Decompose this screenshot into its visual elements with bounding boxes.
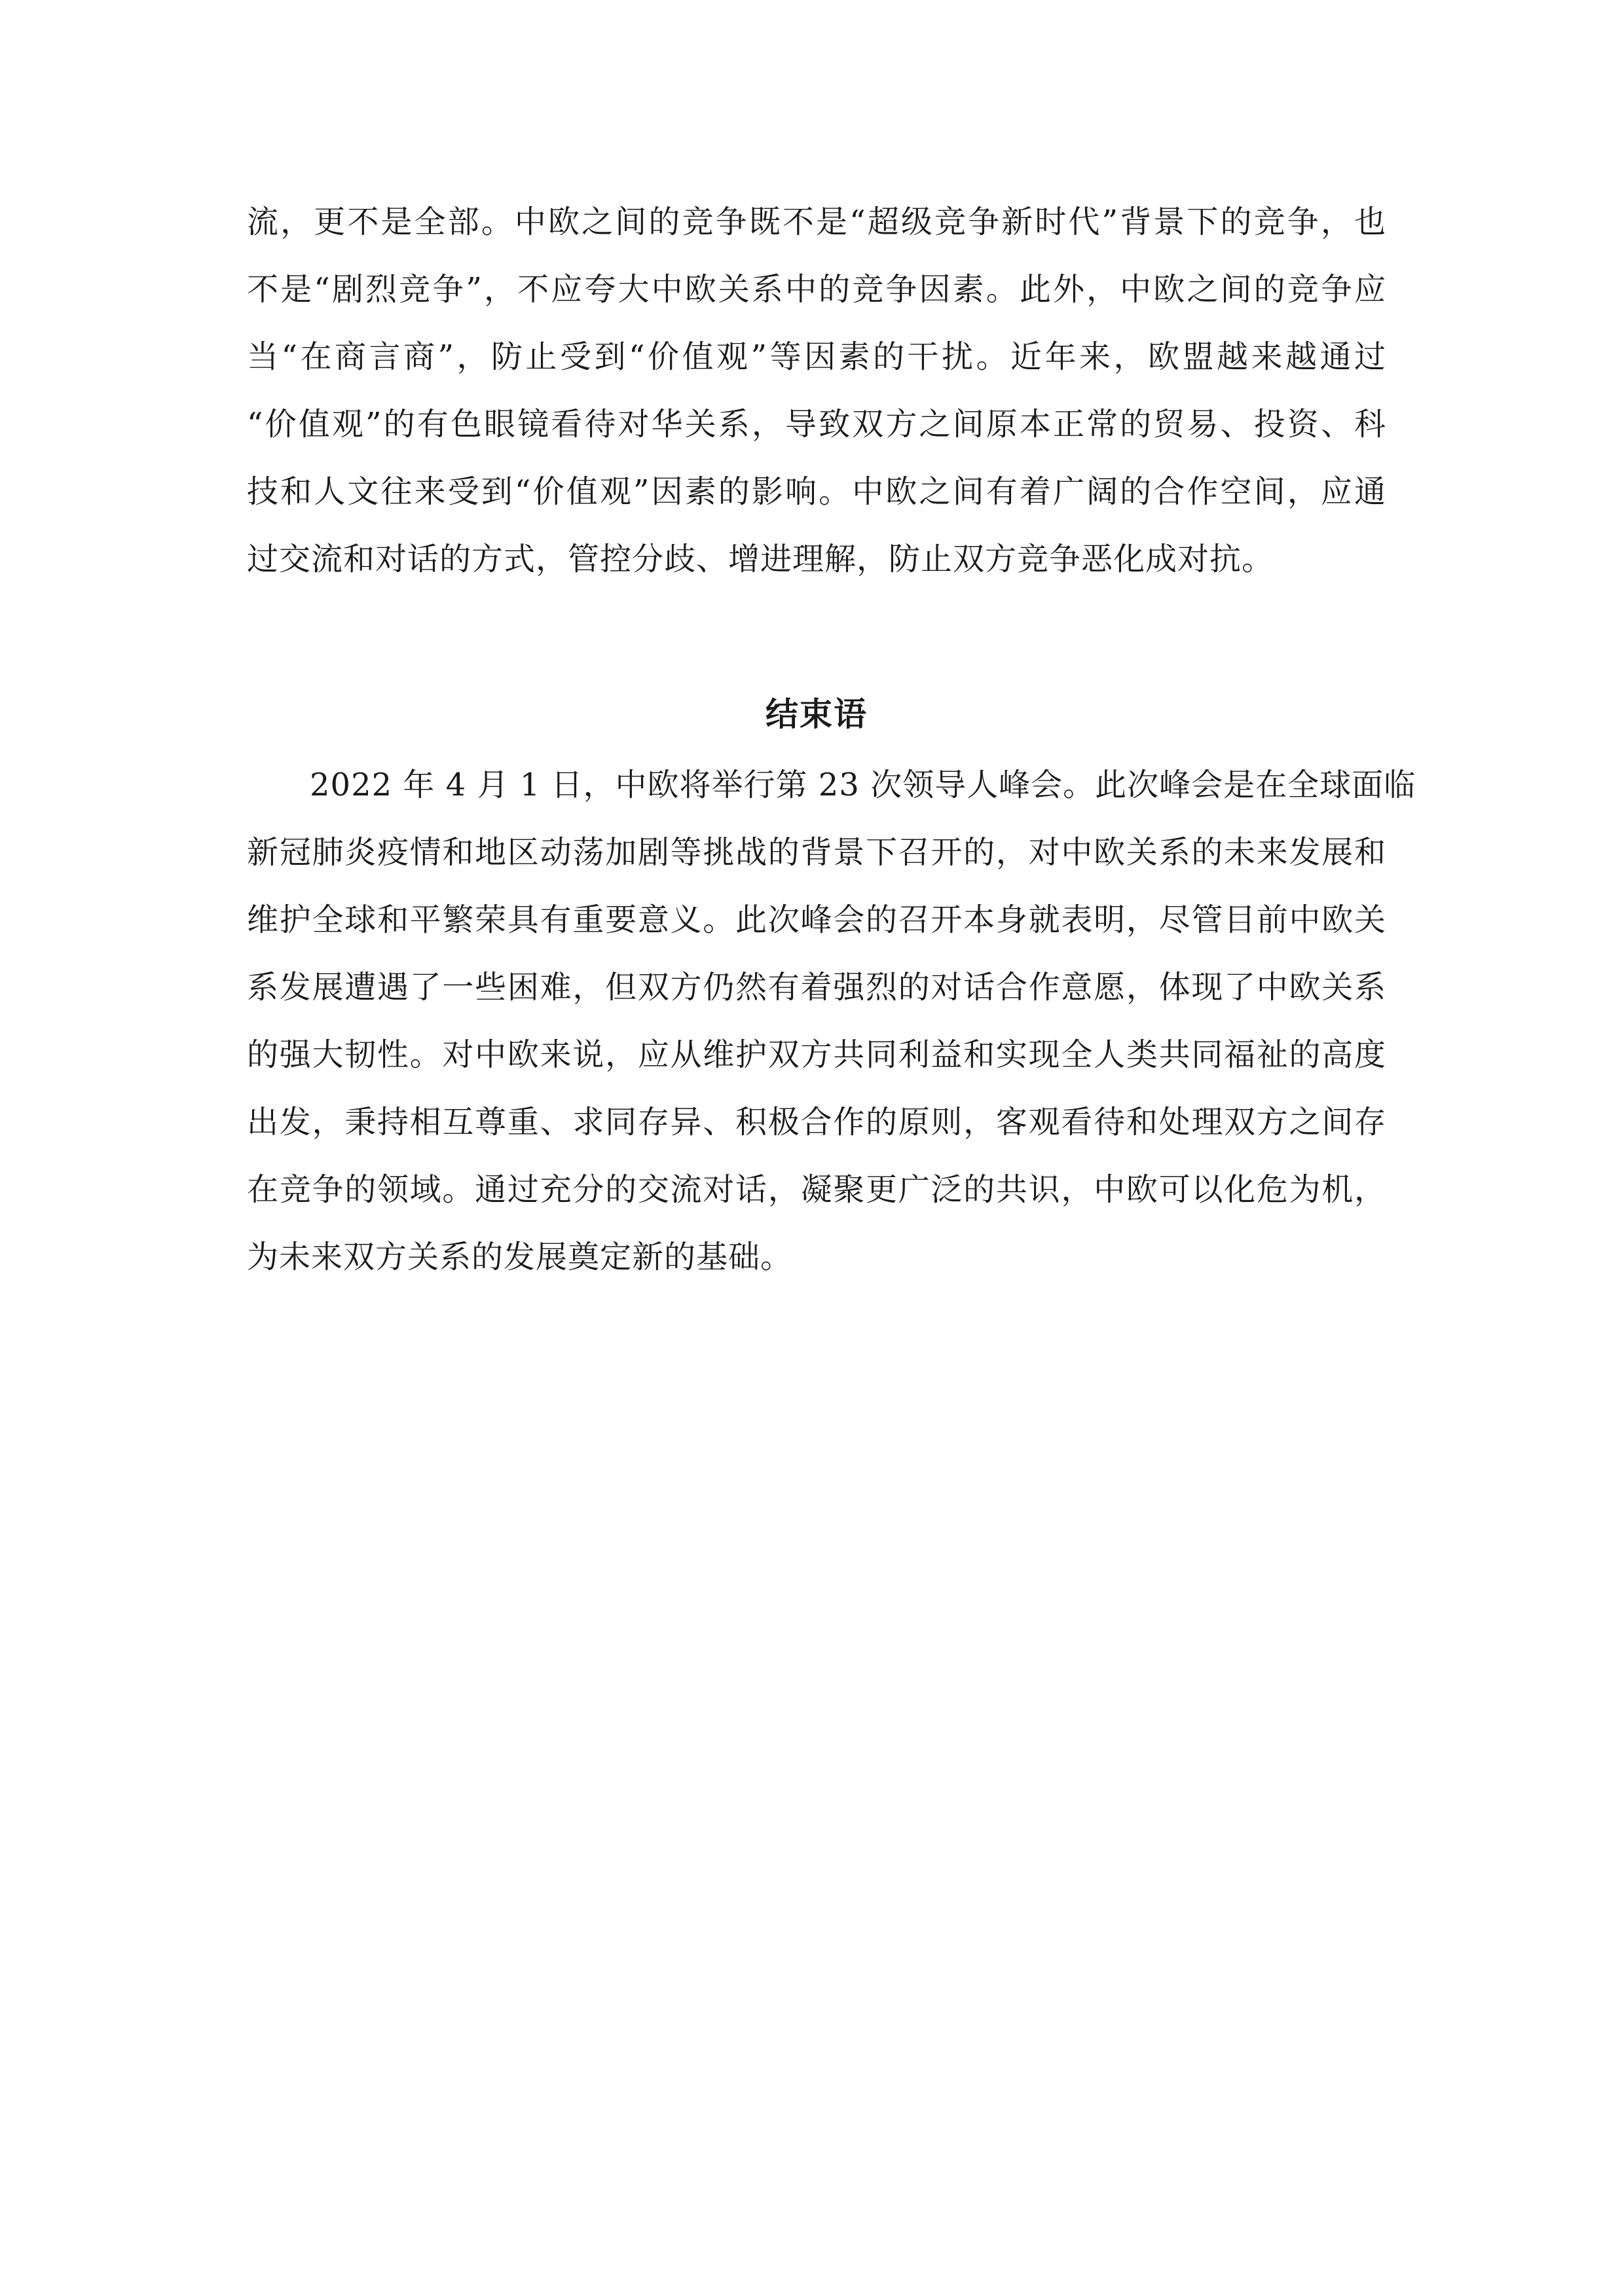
section-heading: 结束语 (766, 695, 868, 733)
paragraph-line: 当“在商言商”，防止受到“价值观”等因素的干扰。近年来，欧盟越来越通过 (247, 338, 1386, 375)
paragraph-line: 新冠肺炎疫情和地区动荡加剧等挑战的背景下召开的，对中欧关系的未来发展和 (247, 834, 1386, 871)
paragraph-line: 系发展遭遇了一些困难，但双方仍然有着强烈的对话合作意愿，体现了中欧关系 (247, 969, 1386, 1006)
paragraph-line: 在竞争的领域。通过充分的交流对话，凝聚更广泛的共识，中欧可以化危为机， (247, 1171, 1386, 1208)
paragraph-line: 2022 年 4 月 1 日，中欧将举行第 23 次领导人峰会。此次峰会是在全球面临 (310, 767, 1416, 803)
previous-paragraph (247, 189, 1386, 593)
paragraph-line: “价值观”的有色眼镜看待对华关系，导致双方之间原本正常的贸易、投资、科 (247, 406, 1386, 443)
paragraph-line: 过交流和对话的方式，管控分歧、增进理解，防止双方竞争恶化成对抗。 (247, 541, 1274, 577)
paragraph-line: 流，更不是全部。中欧之间的竞争既不是“超级竞争新时代”背景下的竞争，也 (247, 204, 1386, 240)
paragraph-line: 技和人文往来受到“价值观”因素的影响。中欧之间有着广阔的合作空间，应通 (247, 473, 1386, 510)
conclusion-paragraph (247, 752, 1416, 1291)
paragraph-line: 为未来双方关系的发展奠定新的基础。 (247, 1239, 793, 1275)
paragraph-line: 的强大韧性。对中欧来说，应从维护双方共同利益和实现全人类共同福祉的高度 (247, 1036, 1386, 1073)
paragraph-line: 维护全球和平繁荣具有重要意义。此次峰会的召开本身就表明，尽管目前中欧关 (247, 902, 1386, 938)
paragraph-line: 出发，秉持相互尊重、求同存异、积极合作的原则，客观看待和处理双方之间存 (247, 1104, 1386, 1140)
paragraph-line: 不是“剧烈竞争”，不应夸大中欧关系中的竞争因素。此外，中欧之间的竞争应 (247, 271, 1386, 308)
